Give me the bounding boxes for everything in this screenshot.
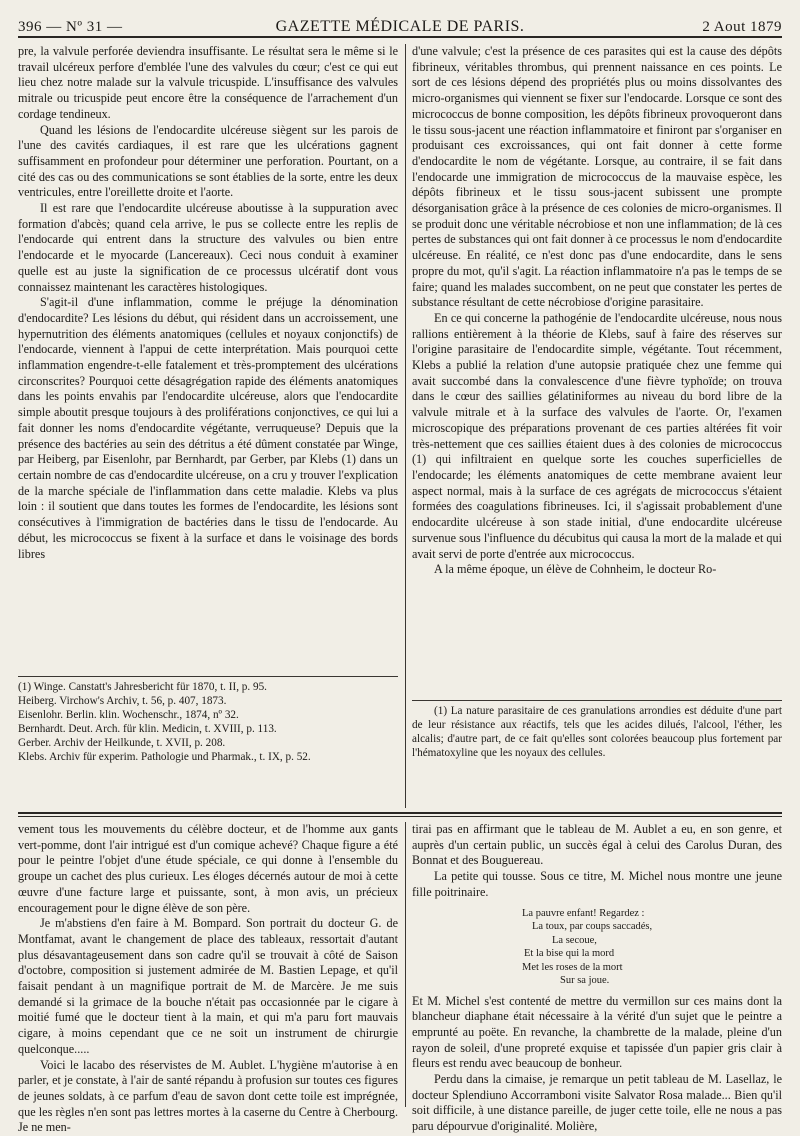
poem-line: La pauvre enfant! Regardez : [522,907,645,919]
section-rule [18,812,782,814]
paragraph: Voici le lacabo des réservistes de M. Aublet. L'hygiène m'autorise à en parler, et je constate, à l'air de santé répandu à profusion sur toutes ces figures de jeunes soldats, à ce parfum d'eau de savon dont cette toile est imprégnée, que les règles n'en sont pas lettres mortes à la caserne du Centre à Cherbourg. Je ne men- [18,1057,398,1135]
footnote: Klebs. Archiv für experim. Pathologie und Pharmak., t. IX, p. 52. [18,751,311,763]
poem-line: La toux, par coups saccadés, [532,921,653,933]
footnote: Heiberg. Virchow's Archiv, t. 56, p. 407, 1873. [18,695,227,707]
footnote: Eisenlohr. Berlin. klin. Wochenschr., 1874, nº 32. [18,709,239,721]
paragraph: Il est rare que l'endocardite ulcéreuse aboutisse à la suppuration avec formation d'abcès; quand cela arrive, le pus se collecte entre les replis de l'endocarde qui entrent dans la structure des valvules ou bien entre l'endocarde et le myocarde (Lancereaux). Ceci nous conduit à examiner quelle est au juste la signification de ce processus ulcératif dont vous connaissez maintenant les caractères histologiques. [18,201,398,294]
paragraph: pre, la valvule perforée deviendra insuffisante. Le résultat sera le même si le travail ulcéreux perfore d'emblée l'une des valvules du cœur; c'est ce qui eut lieu chez notre malade sur la valvule tricuspide. L'insuffisance des valvules mitrale ou tricuspide peut encore être la conséquence de l'arrachement d'un cordage tendineux. [18,44,398,121]
poem-line: Sur sa joue. [560,975,610,987]
paragraph: Quand les lésions de l'endocardite ulcéreuse siègent sur les parois de l'une des cavités cardiaques, il est rare que les ulcérations gagnent suffisamment en profondeur pour déterminer une perforation. Pourtant, on a cité des cas ou des communications se sont établies de la sorte, entre les deux ventricules, entre l'oreillette droite et l'aorte. [18,122,398,200]
footnote-right: (1) La nature parasitaire de ces granulations arrondies est déduite d'une part de leur résistance aux réactifs, tels que les acides dilués, l'alcool, l'éther, les alcalis; d'autre part, de ce fait qu'elles sont colorées beaucoup plus fortement par l'hématoxyline que les noyaux des cellules. [412,705,782,759]
paragraph: En ce qui concerne la pathogénie de l'endocardite ulcéreuse, nous nous rallions entièrement à la théorie de Klebs, sauf à faire des réserves sur l'origine parasitaire de l'endocardite simple, végétante. Tout récemment, Klebs a publié la relation d'une autopsie pratiquée chez une femme qui avait succombé dans la convalescence d'une fièvre typhoïde; on trouva dans le cœur des saillies gélatiniformes au niveau du bord libre de la valvule mitrale et à la surface des valvules de l'aorte. Or, l'examen microscopique des préparations provenant de ces parties altérées fit voir très-nettement que ces saillies étaient dues à des colonies de micrococcus (1) qui infiltraient en quelque sorte les couches superficielles de l'endocarde; les éléments anatomiques de cette membrane avaient leur aspect normal, mais à la surface de ces agrégats de micrococcus s'étaient formées des coagulations fibrineuses. Ici, il s'agissait probablement d'une endocardite ulcéreuse à son stade initial, d'une endocardite ulcéreuse survenue sous l'influence du décubitus qui causa la mort de la malade et qui avait servi de porte d'entrée aux micrococcus. [412,310,782,561]
paragraph: Je m'abstiens d'en faire à M. Bompard. Son portrait du docteur G. de Montfamat, avant le changement de place des tableaux, ressortait d'autant plus désavantageusement dans son cadre qu'il se trouvait à côté de Saison d'octobre, composition si justement admirée de M. Bastien Lepage, et qu'il faisait pendant à un magnifique portrait de M. de Marcère. Je me suis demandé si la grimace de la bouche n'était pas occasionnée par le cigare à moitié fumé que le docteur tient à la main, et qui m'a paru fort mauvais cigare, à moins cependant que ce ne soit un instrument de chirurgie quelconque..... [18,916,398,1056]
issue-date: 2 Aout 1879 [702,19,782,35]
poem [412,907,782,988]
lower-left-column [18,822,398,1136]
upper-right-column [412,44,782,578]
footnote: (1) Winge. Canstatt's Jahresbericht für 1870, t. II, p. 95. [18,681,267,693]
paragraph: A la même époque, un élève de Cohnheim, le docteur Ro- [434,562,717,577]
paragraph: Et M. Michel s'est contenté de mettre du vermillon sur ces mains dont la blancheur diaphane était nécessaire à la vérité d'un sujet que le peintre a emprunté au poëte. En revanche, la chambrette de la malade, pleine d'un rayon de soleil, d'une propreté exquise et tapissée d'un papier gris clair à fleurs est rendu avec beaucoup de bonheur. [412,993,782,1071]
column-divider [405,44,406,808]
section-rule-thin [18,816,782,817]
footnote-separator [18,676,398,677]
lower-right-column [412,822,782,1135]
footnote: Bernhardt. Deut. Arch. für klin. Medicin, t. XVIII, p. 113. [18,723,277,735]
poem-line: La secoue, [552,934,597,946]
paragraph: La petite qui tousse. Sous ce titre, M. Michel nous montre une jeune fille poitrinaire. [412,869,782,899]
upper-left-column [18,44,398,562]
poem-line: Et la bise qui la mord [524,948,615,960]
paragraph: vement tous les mouvements du célèbre docteur, et de l'homme aux gants vert-pomme, dont l'air intrigué est d'un comique achevé? Chaque figure a été pour le peintre l'objet d'une étude spéciale, ce qui donne à l'ensemble du groupe un cachet des plus curieux. Les éloges décernés autour de moi à cette œuvre d'une facture large et puissante, sont, à mon avis, un précieux encouragement pour le digne élève de son père. [18,822,398,915]
footnote-separator [412,700,782,701]
journal-title: GAZETTE MÉDICALE DE PARIS. [275,18,525,35]
paragraph: Perdu dans la cimaise, je remarque un petit tableau de M. Lasellaz, le docteur Splendiuno Accorramboni visite Salvator Rosa malade... Bien qu'il soit difficile, à une distance pareille, de juger cette toile, elle ne nous a pas paru dépourvue d'originalité. Molière, [412,1072,782,1134]
page-number: 396 — Nº 31 — [18,19,123,35]
paragraph: tirai pas en affirmant que le tableau de M. Aublet a eu, en son genre, et auprès d'un certain public, un succès égal à celui des Carolus Duran, des Bonnat et des Bouguereau. [412,822,782,868]
footnote: Gerber. Archiv der Heilkunde, t. XVII, p. 208. [18,737,226,749]
poem-line: Met les roses de la mort [522,961,623,973]
column-divider [405,822,406,1107]
paragraph: S'agit-il d'une inflammation, comme le préjuge la dénomination d'endocardite? Les lésions du début, qui résident dans un accroissement, une hypernutrition des éléments anatomiques (cellules et noyaux conjonctifs) de l'endocarde, viennent à l'appui de cette interprétation. Mais pourquoi cette inflammation engendre-t-elle fatalement et très-promptement des ulcérations circonscrites? Pourquoi cette désagrégation rapide des éléments anatomiques dans les points envahis par l'endocardite ulcéreuse, alors que l'endocardite simple aboutit presque toujours à des proliférations conjonctives, ce qui lui a fait donner les noms d'endocardite végétante, verruqueuse? Depuis que la présence des bactéries au sein des détritus a été dûment constatée par Winge, par Heiberg, par Eisenlohr, par Bernhardt, par Gerber, par Klebs (1) dans un certain nombre de cas d'endocardite ulcéreuse, on a cru y trouver l'explication de la marche spéciale de l'inflammation dans cette maladie. Klebs va plus loin : il soutient que dans toutes les formes de l'endocardite, les lésions sont consécutives à l'immigration de bactéries dans le tissu de l'endocarde. Au début, les micrococcus se fixent à la surface et dans le voisinage des bords libres [18,295,398,561]
page-header [18,12,782,38]
footnotes-left [18,680,398,764]
paragraph: d'une valvule; c'est la présence de ces parasites qui est la cause des dépôts fibrineux, véritables thrombus, qui prennent naissance en ces points. Le sort de ces lésions dépend des propriétés plus ou moins dissolvantes des micro-organismes qui viennent se fixer sur l'endocarde. Lorsque ce sont des micrococcus de bonne composition, les dépôts fibrineux provoqueront dans le tissu sous-jacent une réaction inflammatoire et finiront par s'organiser en produisant ces excroissances, qui ont fait donner à cette forme d'endocardite le nom de végétante. Lorsque, au contraire, il se fait dans l'endocarde une immigration de micrococcus de la mauvaise espèce, les dépôts fibrineux et le tissu sous-jacent subissent une prompte désorganisation grâce à la présence de ces colonies de micro-organismes. Il se produit donc une véritable nécrobiose et non une inflammation; de là ces pertes de substances qui ont fait donner à ce processus le nom d'endocardite ulcéreuse. En réalité, ce n'est donc pas d'une endocardite, dans le sens propre du mot, qu'il s'agit. La réaction inflammatoire n'a pas le temps de se faire; quand les malades succombent, on ne peut que constater les pertes de substance résultant de cette nécrobiose d'origine parasitaire. [412,44,782,310]
